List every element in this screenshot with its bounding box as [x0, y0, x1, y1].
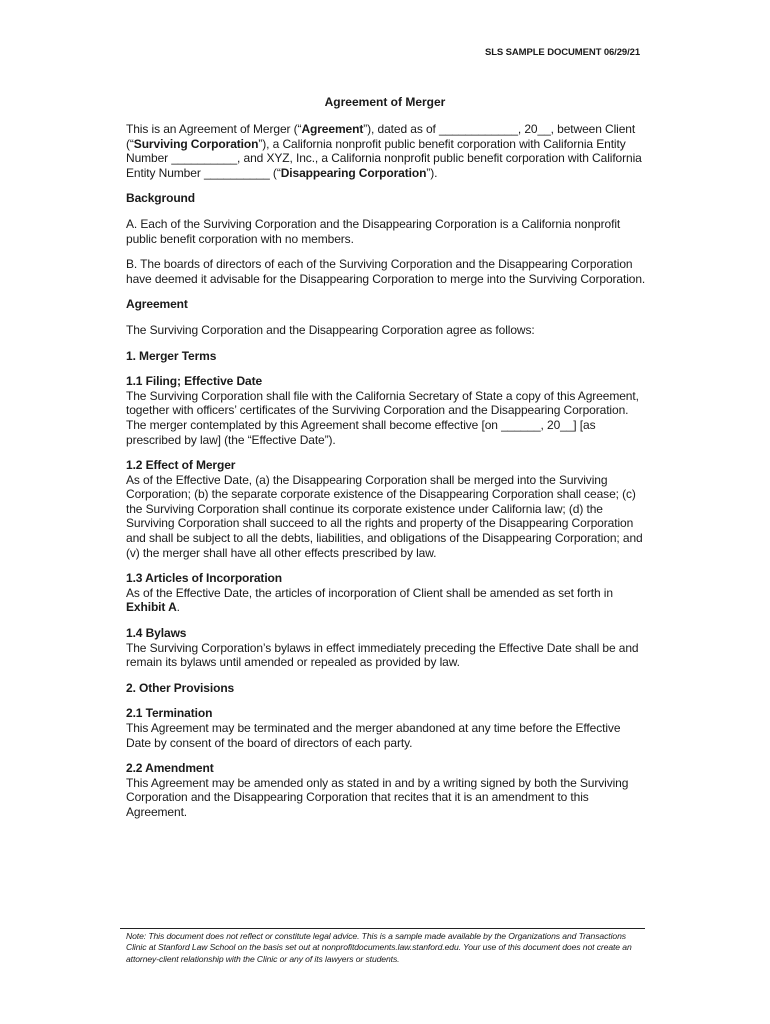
section-1-4: [126, 626, 646, 670]
defined-term-surviving: Surviving Corporation: [133, 136, 259, 151]
section-1-2-heading: 1.2 Effect of Merger: [126, 458, 236, 473]
section-1-2-text: As of the Effective Date, (a) the Disappearing Corporation shall be merged into the Surviving Corporation; (b) the separate corporate existence of the Disappearing Corporation shall cease; (c) the Surviving Corporation shall continue its corporate existence under California law; (d) the Surviving Corporation shall succeed to all the rights and property of the Disappearing Corporation and shall be subject to all the debts, liabilities, and obligations of the Disappearing Corporation; and (v) the merger shall have all other effects prescribed by law.: [126, 472, 643, 560]
footnote-disclaimer: Note: This document does not reflect or constitute legal advice. This is a sample made available by the Organizations and Transactions Clinic at Stanford Law School on the basis set out at nonprofitdocuments.law.stanford.edu. Your use of this document does not create an attorney-client relationship with the Clinic or any of its lawyers or students.: [126, 931, 632, 964]
section-1-1-text: The Surviving Corporation shall file with the California Secretary of State a copy of this Agreement, together with officers’ certificates of the Surviving Corporation and the Disappearing Corporation. The merger contemplated by this Agreement shall become effective [on ______, 20__] [as prescribed by law] (the “Effective Date”).: [126, 388, 639, 447]
section-1-3: [126, 571, 646, 615]
agreement-para: The Surviving Corporation and the Disappearing Corporation agree as follows:: [126, 322, 535, 337]
section-1-4-text: The Surviving Corporation’s bylaws in effect immediately preceding the Effective Date shall be and remain its bylaws until amended or repealed as provided by law.: [126, 640, 639, 670]
intro-text-4: ”).: [426, 165, 438, 180]
footnote-divider: [120, 928, 645, 929]
intro-text-3: ”), a California nonprofit public benefit corporation with California Entity Number __________, and XYZ, Inc., a California nonprofit public benefit corporation with California Entity Number __________ (“: [126, 136, 642, 180]
section-2-2: [126, 761, 646, 819]
section-1-3-text: [126, 586, 646, 615]
section-1-heading: 1. Merger Terms: [126, 348, 217, 363]
defined-term-disappearing: Disappearing Corporation: [280, 165, 427, 180]
section-1-1-heading: 1.1 Filing; Effective Date: [126, 374, 263, 389]
section-1-1: [126, 374, 646, 447]
intro-text-1: This is an Agreement of Merger (“: [126, 122, 302, 136]
section-1-3-body: As of the Effective Date, the articles of incorporation of Client shall be amended as set forth in: [126, 585, 613, 600]
document-body: [126, 122, 646, 831]
exhibit-a-reference: Exhibit A: [126, 600, 177, 615]
section-2-2-text: This Agreement may be amended only as stated in and by a writing signed by both the Surviving Corporation and the Disappearing Corporation that recites that it is an amendment to this Agreement.: [126, 775, 629, 819]
background-para-a: A. Each of the Surviving Corporation and the Disappearing Corporation is a California nonprofit public benefit corporation with no members.: [126, 216, 621, 246]
section-1-2: [126, 458, 646, 560]
document-label: SLS SAMPLE DOCUMENT 06/29/21: [484, 47, 640, 58]
background-heading: Background: [126, 191, 196, 206]
section-2-1-heading: 2.1 Termination: [126, 706, 213, 721]
document-title: Agreement of Merger: [324, 95, 446, 109]
intro-text-2: ”), dated as of ____________, 20__, between Client (“: [126, 122, 636, 151]
intro-paragraph: [126, 122, 646, 180]
section-1-3-end: .: [176, 600, 180, 615]
section-2-1: [126, 706, 646, 750]
section-2-heading: 2. Other Provisions: [126, 680, 235, 695]
section-2-2-heading: 2.2 Amendment: [126, 761, 214, 776]
defined-term-agreement: Agreement: [301, 122, 364, 136]
section-1-3-heading: 1.3 Articles of Incorporation: [126, 571, 283, 586]
section-2-1-text: This Agreement may be terminated and the merger abandoned at any time before the Effective Date by consent of the board of directors of each party.: [126, 721, 621, 750]
background-para-b: B. The boards of directors of each of the Surviving Corporation and the Disappearing Corporation have deemed it advisable for the Disappearing Corporation to merge into the Surviving Corporation.: [126, 257, 646, 286]
section-1-4-heading: 1.4 Bylaws: [126, 626, 187, 641]
agreement-heading: Agreement: [126, 297, 188, 312]
